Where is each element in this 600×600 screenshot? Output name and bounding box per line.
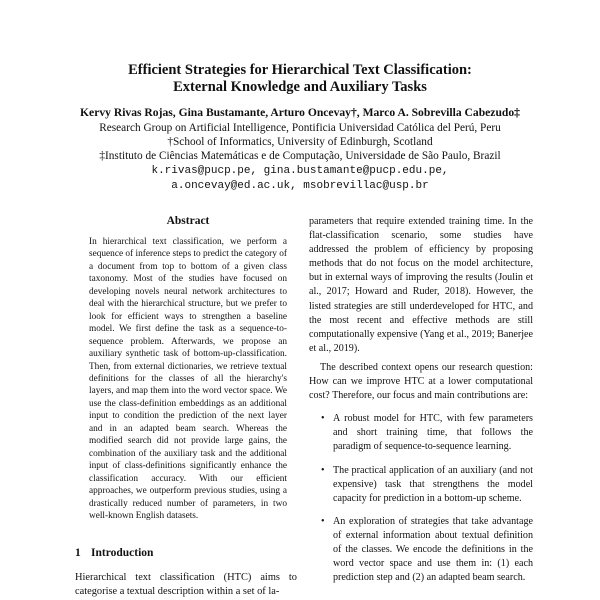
- bullet-marker: •: [321, 464, 325, 476]
- author-list: Kervy Rivas Rojas, Gina Bustamante, Arturo Oncevay†, Marco A. Sobrevilla Cabezudo‡: [80, 106, 520, 119]
- contribution-text: The practical application of an auxiliary (and not expensive) task that strengthens the model capacity for prediction in a bottom-up scheme.: [333, 464, 533, 504]
- bullet-marker: •: [321, 515, 325, 527]
- affiliation-usp: ‡Instituto de Ciências Matemáticas e de Computação, Universidade de São Paulo, Brazil: [99, 150, 501, 162]
- section-heading-introduction: [75, 547, 295, 559]
- list-item: [309, 515, 533, 585]
- email-line-1: k.rivas@pucp.pe, gina.bustamante@pucp.edu.pe,: [151, 165, 449, 177]
- list-item: [309, 464, 533, 506]
- right-paragraph-2: The described context opens our research question: How can we improve HTC at a lower computational cost? Therefore, our focus and main contributions are:: [309, 361, 533, 402]
- right-paragraph-1: parameters that require extended training time. In the flat-classification scenario, some studies have addressed the problem of efficiency by proposing methods that do not focus on the model architecture, but in external ways of improving the results (Joulin et al., 2017; Howard and Ruder, 2018). However, the listed strategies are still underdeveloped for HTC, and the most recent and effective methods are still computationally expensive (Yang et al., 2019; Banerjee et al., 2019).: [309, 216, 533, 354]
- abstract-text: In hierarchical text classification, we perform a sequence of inference steps to predict the category of a document from top to bottom of a given class taxonomy. Most of the studies have focused on developing novels neural network architectures to deal with the hierarchical structure, but we prefer to look for efficient ways to strengthen a baseline model. We first define the task as a sequence-to-sequence problem. Afterwards, we propose an auxiliary synthetic task of bottom-up-classification. Then, from external dictionaries, we retrieve textual definitions for the classes of all the hierarchy's layers, and map them into the word vector space. We use the class-definition embeddings as an additional input to condition the prediction of the next layer and in an adapted beam search. Whereas the modified search did not provide large gains, the combination of the auxiliary task and the additional input of class-definitions significantly enhance the classification accuracy. With our efficient approaches, we outperform previous studies, using a drastically reduced number of parameters, in two well-known English datasets.: [89, 237, 287, 521]
- bullet-marker: •: [321, 413, 325, 425]
- affiliation-edinburgh: †School of Informatics, University of Edinburgh, Scotland: [167, 136, 433, 148]
- title-line-1: Efficient Strategies for Hierarchical Text Classification:: [128, 62, 472, 78]
- email-line-2: a.oncevay@ed.ac.uk, msobrevillac@usp.br: [171, 180, 429, 192]
- section-title: Introduction: [91, 547, 154, 559]
- abstract-body: [89, 236, 287, 522]
- title-line-2: External Knowledge and Auxiliary Tasks: [173, 79, 427, 95]
- contribution-text: An exploration of strategies that take advantage of external information about textual definition of the classes. We encode the definitions in the word vector space and use them in: (1) each prediction step and (2) an adapted beam search.: [333, 515, 533, 584]
- introduction-body: Hierarchical text classification (HTC) aims to categorise a textual description within a set of la-: [75, 572, 297, 597]
- contributions-list: [309, 412, 533, 585]
- contribution-text: A robust model for HTC, with few parameters and short training time, that follows the paradigm of sequence-to-sequence learning.: [333, 413, 533, 453]
- list-item: [309, 412, 533, 454]
- paper-title: [60, 62, 540, 96]
- section-number: 1: [75, 547, 81, 559]
- affiliation-pucp: Research Group on Artificial Intelligence, Pontificia Universidad Católica del Perú, Peru: [99, 122, 501, 134]
- right-column: [309, 215, 533, 594]
- abstract-heading: Abstract: [166, 215, 210, 227]
